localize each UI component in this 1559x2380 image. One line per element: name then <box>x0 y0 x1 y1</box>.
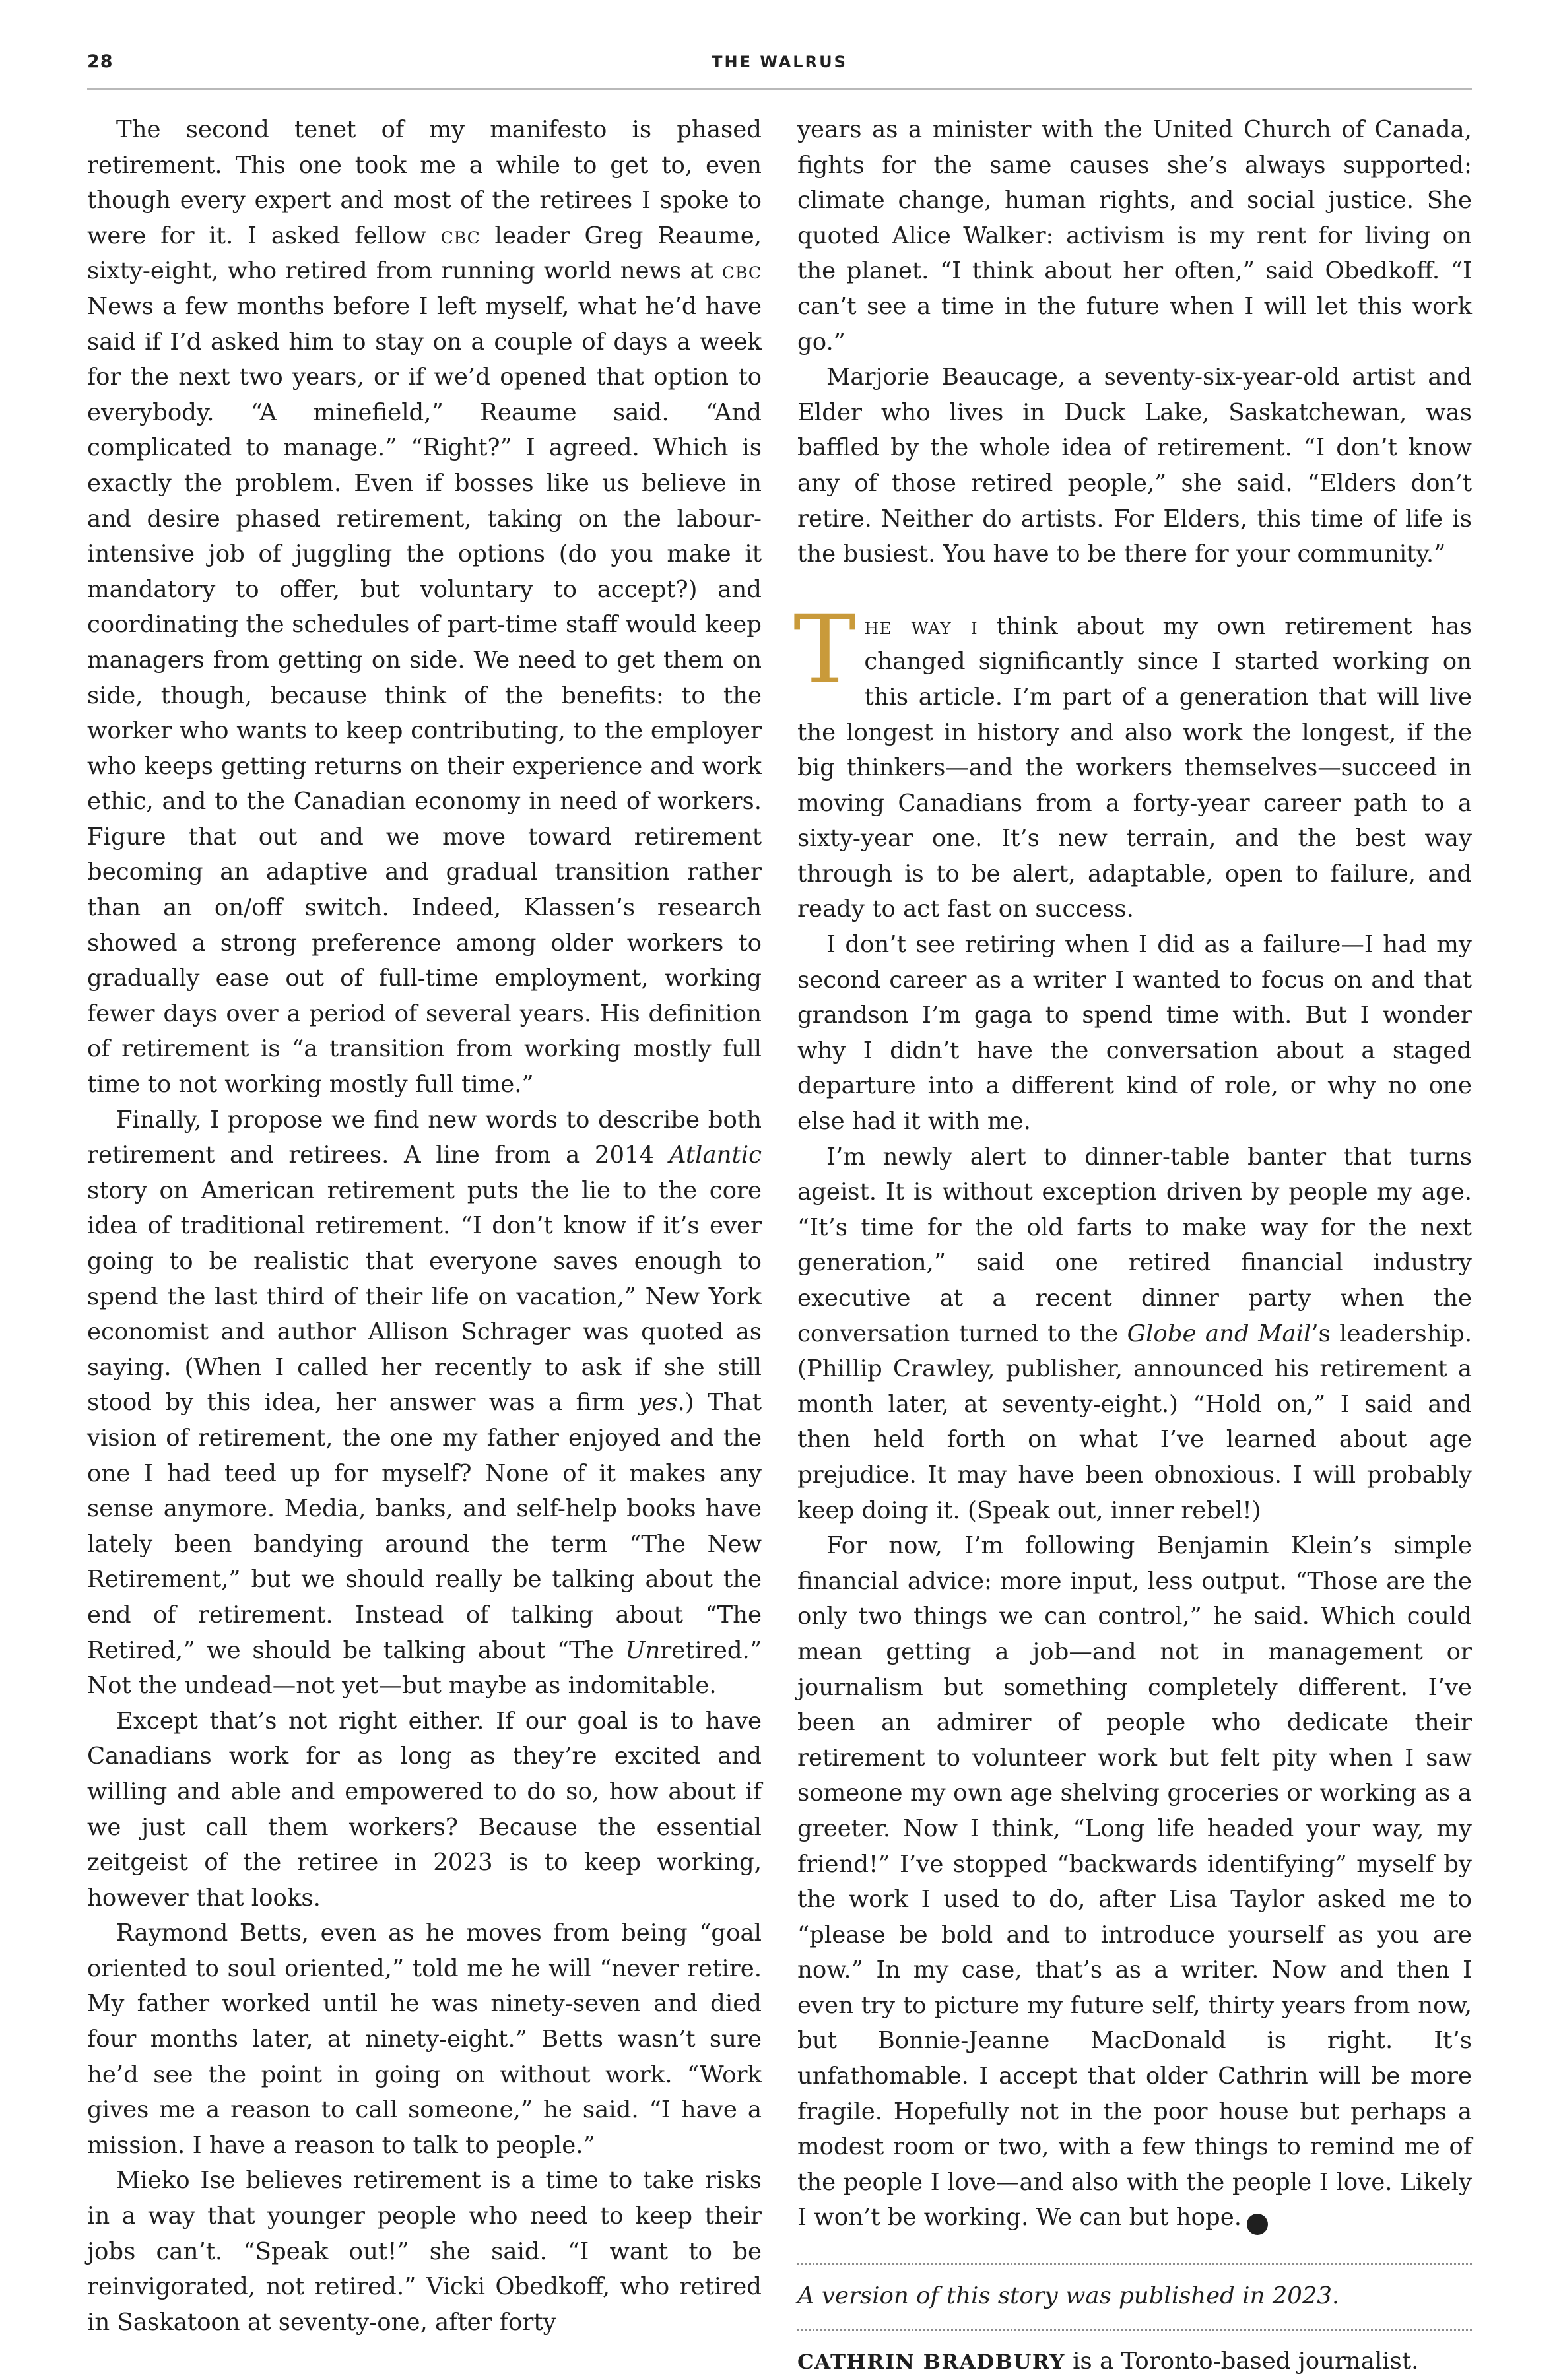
lead-in-smallcaps: he way i <box>864 612 978 640</box>
paragraph-workers: Except that’s not right either. If our goal is to have Canadians work for as long as they’re excited and willing and able and empowered to do so, how about if we just call them workers? Because the essential zeitgeist of the retiree in 2023 is to keep working, however that looks. <box>87 1707 762 1912</box>
drop-cap: T <box>793 594 857 705</box>
page-header <box>87 46 1472 90</box>
paragraph-section-start: The way i think about my own retirement has changed significantly since I started working on this article. I’m part of a generation that will live the longest in history and also work the longest, if the big thinkers—and the workers themselves—succeed in moving Canadians from a forty-year career path to a sixty-year one. It’s new terrain, and the best way through is to be alert, adaptable, open to failure, and ready to act fast on success. <box>793 594 1472 923</box>
paragraph-new-words: Finally, I propose we find new words to describe both retirement and retirees. A line from a 2014 Atlantic story on American retirement puts the lie to the core idea of traditional retirement. “I don’t know if it’s ever going to be realistic that everyone saves enough to spend the last third of their life on vacation,” New York economist and author Allison Schrager was quoted as saying. (When I called her recently to ask if she still stood by this idea, her answer was a firm yes.) That vision of retirement, the one my father enjoyed and the one I had teed up for myself? None of it makes any sense anymore. Media, banks, and self-help books have lately been bandying around the term “The New Retirement,” but we should really be talking about the end of retirement. Instead of talking about “The Retired,” we should be talking about “The Unretired.” Not the undead—not yet—but maybe as indomitable. <box>87 1106 762 1700</box>
paragraph-beaucage: Marjorie Beaucage, a seventy-six-year-old artist and Elder who lives in Duck Lake, Saskatchewan, was baffled by the whole idea of retirement. “I don’t know any of those retired people,” she said. “Elders don’t retire. Neither do artists. For Elders, this time of life is the busiest. You have to be there for your community.” <box>797 364 1472 568</box>
publication-note: A version of this story was published in 2023. <box>797 2282 1340 2310</box>
emphasis: Un <box>625 1636 661 1664</box>
author-name: CATHRIN BRADBURY <box>797 2350 1065 2374</box>
paragraph-mieko-ise: Mieko Ise believes retirement is a time to take risks in a way that younger people who need to keep their jobs can’t. “Speak out!” she said. “I want to be reinvigorated, not retired.” Vicki Obedkoff, who retired in Saskatoon at seventy-one, after forty <box>87 2167 762 2336</box>
publication-title: Globe and Mail <box>1127 1320 1311 1347</box>
dotted-divider <box>797 2263 1472 2265</box>
cbc-acronym: cbc <box>721 257 762 285</box>
walrus-end-mark-icon: ◖ <box>1247 2214 1268 2235</box>
paragraph-phased-retirement: The second tenet of my manifesto is phased retirement. This one took me a while to get to, even though every expert and most of the retirees I spoke to were for it. I asked fellow cbc leader Greg Reaume, sixty-eight, who retired from running world news at cbc News a few months before I left myself, what he’d have said if I’d asked him to stay on a couple of days a week for the next two years, or if we’d opened that option to everybody. “A minefield,” Reaume said. “And complicated to manage.” “Right?” I agreed. Which is exactly the problem. Even if bosses like us believe in and desire phased retirement, taking on the labour-intensive job of juggling the options (do you make it mandatory to offer, but voluntary to accept?) and coordinating the schedules of part-time staff would keep managers from getting on side. We need to get them on side, though, because think of the benefits: to the worker who wants to keep contributing, to the employer who keeps getting returns on their experience and work ethic, and to the Canadian economy in need of workers. Figure that out and we move toward retirement becoming an adaptive and gradual transition rather than an on/off switch. Indeed, Klassen’s research showed a strong preference among older workers to gradually ease out of full-time employment, working fewer days over a period of several years. His definition of retirement is “a transition from working mostly full time to not working mostly full time.” <box>87 116 762 1099</box>
emphasis: yes <box>638 1389 678 1417</box>
paragraph-ageist-banter: I’m newly alert to dinner-table banter that turns ageist. It is without exception driven by people my age. “It’s time for the old farts to make way for the next generation,” said one retired financial industry executive at a recent dinner party when the conversation turned to the Globe and Mail’s leadership. (Phillip Crawley, publisher, announced his retirement a month later, at seventy-eight.) “Hold on,” I said and then held forth on what I’ve learned about age prejudice. It may have been obnoxious. I will probably keep doing it. (Speak out, inner rebel!) <box>797 1143 1472 1524</box>
publication-title: Atlantic <box>669 1142 762 1169</box>
publication-name: THE WALRUS <box>712 53 847 71</box>
left-column <box>87 112 762 2340</box>
paragraph-obedkoff: years as a minister with the United Church of Canada, fights for the same causes she’s always supported: climate change, human rights, and social justice. She quoted Alice Walker: activism is my rent for living on the planet. “I think about her often,” said Obedkoff. “I can’t see a time in the future when I will let this work go.” <box>797 116 1472 356</box>
author-bio: CATHRIN BRADBURY is a Toronto-based journalist. <box>797 2347 1419 2375</box>
right-column <box>793 112 1472 2380</box>
paragraph-raymond-betts: Raymond Betts, even as he moves from being “goal oriented to soul oriented,” told me he will “never retire. My father worked until he was ninety-seven and died four months later, at ninety-eight.” Betts wasn’t sure he’d see the point in going on without work. “Work gives me a reason to call someone,” he said. “I have a mission. I have a reason to talk to people.” <box>87 1919 762 2159</box>
paragraph-failure: I don’t see retiring when I did as a failure—I had my second career as a writer I wanted to focus on and that grandson I’m gaga to spend time with. But I wonder why I didn’t have the conversation about a staged departure into a different kind of role, or why no one else had it with me. <box>797 931 1472 1136</box>
dotted-divider <box>797 2329 1472 2331</box>
page-number: 28 <box>87 51 114 72</box>
paragraph-closing: For now, I’m following Benjamin Klein’s simple financial advice: more input, less output. “Those are the only two things we can control,” he said. Which could mean getting a job—and not in management or journalism but something completely different. I’ve been an admirer of people who dedicate their retirement to volunteer work but felt pity when I saw someone my own age shelving groceries or working as a greeter. Now I think, “Long life headed your way, my friend!” I’ve stopped “backwards identifying” myself by the work I used to do, after Lisa Taylor asked me to “please be bold and to introduce yourself as you are now.” In my case, that’s as a writer. Now and then I even try to picture my future self, thirty years from now, but Bonnie-Jeanne MacDonald is right. It’s unfathomable. I accept that older Cathrin will be more fragile. Hopefully not in the poor house but perhaps a modest room or two, with a few things to remind me of the people I love—and also with the people I love. Likely I won’t be working. We can but hope. ◖ <box>797 1528 1472 2235</box>
cbc-acronym: cbc <box>440 222 481 249</box>
